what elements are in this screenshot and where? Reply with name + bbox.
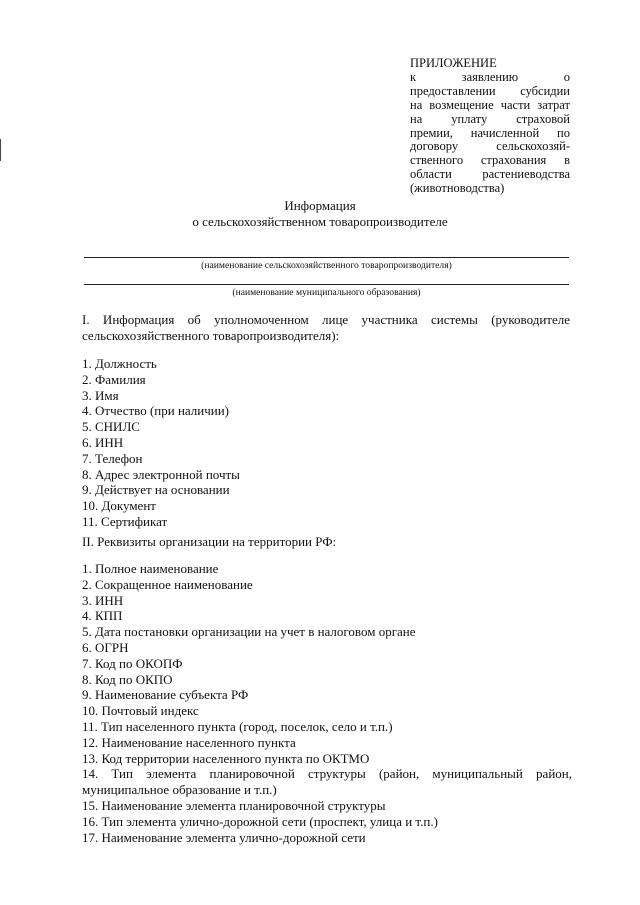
list-item: 6. ОГРН — [82, 639, 129, 655]
list-item: 12. Наименование населенного пункта — [82, 734, 296, 750]
list-item: 4. Отчество (при наличии) — [82, 403, 230, 419]
producer-name-line — [84, 257, 569, 258]
list-item: 10. Почтовый индекс — [82, 703, 199, 719]
appendix-line: договору сельскохозяй- — [410, 139, 570, 154]
list-item: 2. Сокращенное наименование — [82, 576, 253, 592]
list-item: 9. Наименование субъекта РФ — [82, 687, 249, 703]
producer-name-caption: (наименование сельскохозяйственного товаропроизводителя) — [201, 260, 452, 271]
list-item: 7. Телефон — [82, 450, 143, 466]
document-subtitle: о сельскохозяйственном товаропроизводителе — [192, 214, 448, 229]
list-item: 13. Код территории населенного пункта по ОКТМО — [82, 750, 370, 766]
list-item: 8. Адрес электронной почты — [82, 466, 240, 482]
appendix-line: области растениеводства — [410, 167, 570, 182]
list-item: 3. ИНН — [82, 592, 124, 608]
section-2-heading-line: II. Реквизиты организации на территории РФ: — [82, 534, 337, 549]
section-1-list — [82, 356, 572, 530]
list-item: 2. Фамилия — [82, 371, 146, 387]
list-item: 9. Действует на основании — [82, 482, 230, 498]
list-item: 11. Сертификат — [82, 513, 168, 529]
appendix-line: (животноводства) — [410, 181, 505, 196]
section-1-heading-line: сельскохозяйственного товаропроизводителя): — [82, 327, 340, 343]
list-item: 10. Документ — [82, 498, 156, 514]
list-item: 17. Наименование элемента улично-дорожной сети — [82, 829, 366, 845]
list-item: 6. ИНН — [82, 434, 124, 450]
appendix-line: премии, начисленной по — [410, 125, 570, 140]
list-item: 16. Тип элемента улично-дорожной сети (проспект, улица и т.п.) — [82, 813, 438, 829]
list-item: 1. Должность — [82, 356, 157, 371]
section-2-heading — [82, 534, 570, 550]
municipality-name-line — [84, 284, 569, 285]
list-item: 7. Код по ОКОПФ — [82, 655, 183, 671]
document-title: Информация — [284, 198, 356, 213]
appendix-line: на возмещение части затрат — [410, 97, 570, 112]
appendix-heading: ПРИЛОЖЕНИЕ — [410, 56, 497, 70]
list-item: 3. Имя — [82, 387, 119, 403]
list-item: 1. Полное наименование — [82, 561, 219, 576]
list-item-line: 14. Тип элемента планировочной структуры (район, муниципальный район, — [82, 766, 572, 782]
appendix-block — [410, 57, 570, 196]
appendix-line: на уплату страховой — [410, 111, 570, 126]
municipality-name-caption: (наименование муниципального образования) — [232, 287, 421, 298]
appendix-line: предоставлении субсидии — [410, 83, 570, 98]
list-item: 5. Дата постановки организации на учет в налоговом органе — [82, 624, 416, 640]
list-item-line: муниципальное образование и т.п.) — [82, 782, 277, 798]
list-item: 4. КПП — [82, 608, 123, 624]
appendix-line: к заявлению о — [410, 69, 570, 84]
list-item — [82, 766, 572, 798]
list-item: 15. Наименование элемента планировочной структуры — [82, 797, 386, 813]
list-item: 5. СНИЛС — [82, 419, 140, 435]
section-1-heading-line: I. Информация об уполномоченном лице участника системы (руководителе — [82, 312, 570, 327]
section-2-list — [82, 561, 572, 845]
list-item: 11. Тип населенного пункта (город, поселок, село и т.п.) — [82, 718, 393, 734]
list-item: 8. Код по ОКПО — [82, 671, 173, 687]
section-1-heading — [82, 312, 570, 343]
appendix-line: ственного страхования в — [410, 153, 570, 168]
scan-edge-mark — [0, 139, 1, 161]
